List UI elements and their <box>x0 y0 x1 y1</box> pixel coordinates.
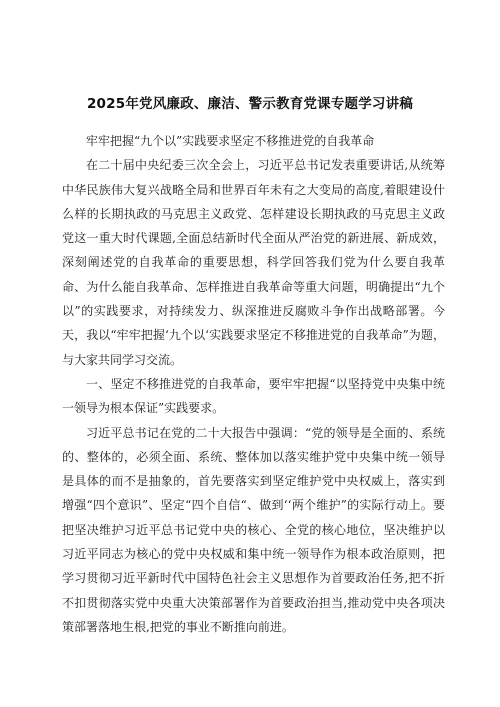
section-heading-one: 一、坚定不移推进党的自我革命，要牢牢把握“以坚持党中央集中统一领导为根本保证”实践要求。 <box>62 376 445 416</box>
body-paragraph-one: 习近平总书记在党的二十大报告中强调：“党的领导是全面的、系统的、整体的，必须全面、系统、整体加以落实维护党中央集中统一领导是具体的而不是抽象的，首先要落实到坚定维护党中央权威上，落实到增强“四个意识”、坚定“四个自信“、做到‘‘两个维护”的实际行动上。要把坚决维护习近平总书记党中央的核心、全党的核心地位，坚决维护以习近平同志为核心的党中央权威和集中统一领导作为根本政治原则，把学习贯彻习近平新时代中国特色社会主义思想作为首要政治任务,把不折不扣贯彻落实党中央重大决策部署作为首要政治担当,推动党中央各项决策部署落地生根,把党的事业不断推向前进。 <box>62 425 445 634</box>
document-body <box>62 129 445 639</box>
document-title: 2025年党风廉政、廉洁、警示教育党课专题学习讲稿 <box>86 96 414 112</box>
section-heading: 牢牢把握“九个以”实践要求坚定不移推进党的自我革命 <box>86 134 375 148</box>
body-paragraph-intro: 在二十届中央纪委三次全会上，习近平总书记发表重要讲话,从统筹中华民族伟大复兴战略全局和世界百年未有之大变局的高度,着眼建设什么样的长期执政的马克思主义政党、怎样建设长期执政的马克思主义政党这一重大时代课题,全面总结新时代全面从严治党的新进展、新成效，深刻阐述党的自我革命的重要思想，科学回答我们党为什么要自我革命、为什么能自我革命、怎样推进自我革命等重大问题，明确提出“九个以”的实践要求，对持续发力、纵深推进反腐败斗争作出战略部署。今天，我以“牢牢把握‘九个以‘实践要求坚定不移推进党的自我革命”为题，与大家共同学习交流。 <box>62 158 445 367</box>
